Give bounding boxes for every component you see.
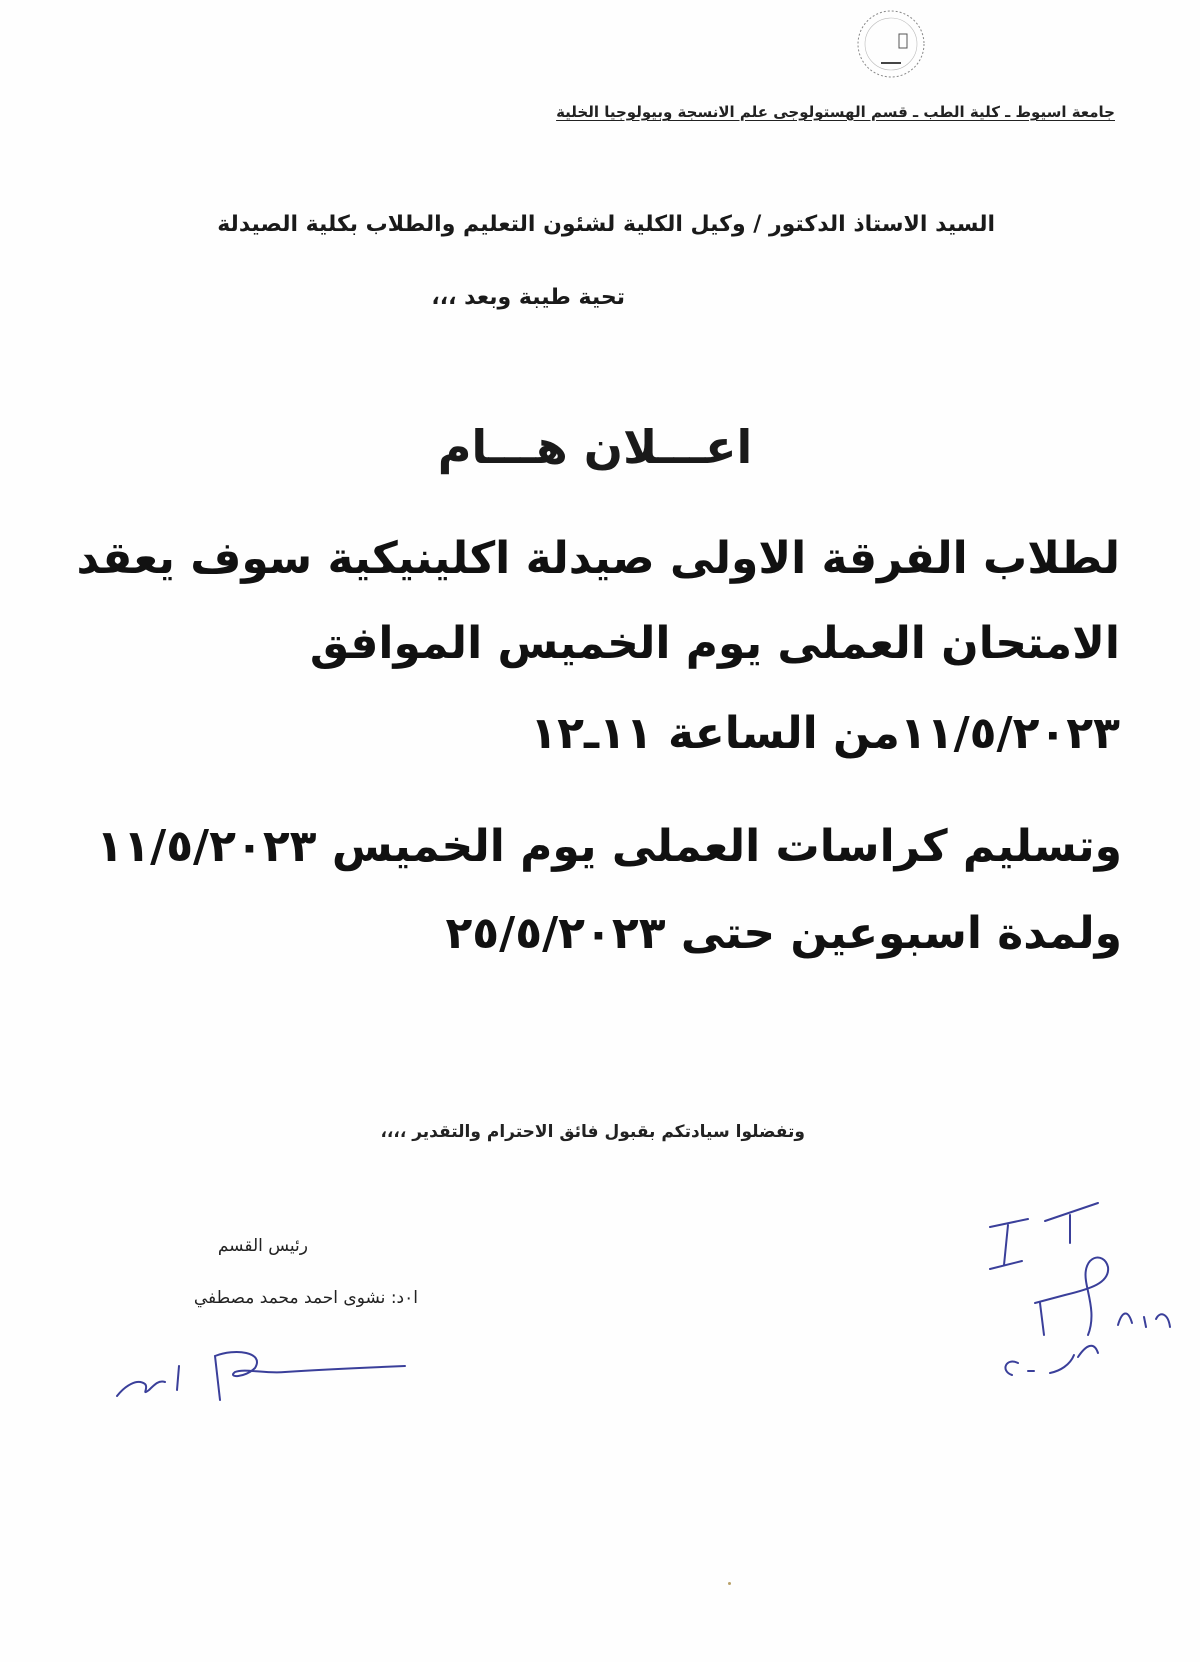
handwritten-signature-icon [115, 1338, 415, 1408]
signatory-role: رئيس القسم [217, 1236, 308, 1256]
announcement-line-2: الامتحان العملى يوم الخميس الموافق [309, 618, 1120, 669]
announcement-line-3: ١١/٥/٢٠٢٣من الساعة ١١ـ١٢ [530, 708, 1120, 759]
handwritten-annotation-icon [970, 1185, 1180, 1385]
announcement-title: اعـــلان هـــام [437, 420, 753, 474]
greeting-line: تحية طيبة وبعد ،،، [431, 285, 625, 310]
crescent-seal-icon [855, 8, 927, 80]
announcement-line-4: وتسليم كراسات العملى يوم الخميس ١١/٥/٢٠٢٣ [96, 821, 1122, 872]
announcement-line-5: ولمدة اسبوعين حتى ٢٥/٥/٢٠٢٣ [445, 908, 1122, 959]
signatory-name: ا٠د: نشوى احمد محمد مصطفي [193, 1288, 418, 1308]
addressee-line: السيد الاستاذ الدكتور / وكيل الكلية لشئون التعليم والطلاب بكلية الصيدلة [217, 212, 995, 237]
department-header: جامعة اسيوط ـ كلية الطب ـ قسم الهستولوجى علم الانسجة وبيولوجيا الخلية [556, 103, 1115, 121]
announcement-line-1: لطلاب الفرقة الاولى صيدلة اكلينيكية سوف يعقد [76, 533, 1120, 584]
closing-line: وتفضلوا سيادتكم بقبول فائق الاحترام والتقدير ،،،، [380, 1122, 805, 1142]
scan-speck [728, 1582, 731, 1585]
